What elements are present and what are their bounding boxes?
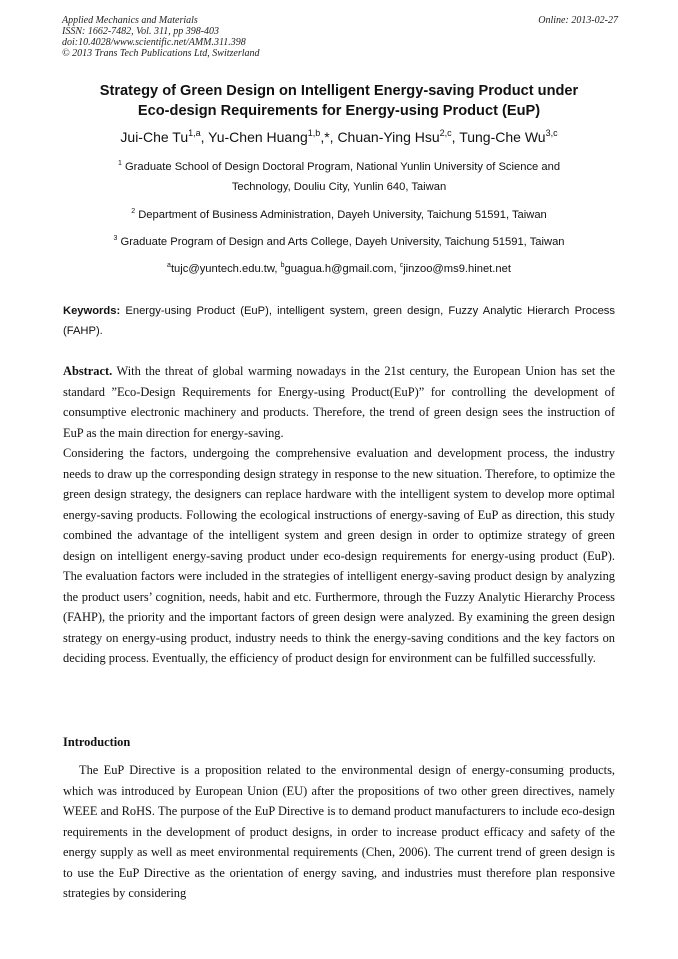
- affiliation-text-cont: Technology, Douliu City, Yunlin 640, Taiwan: [231, 181, 447, 193]
- doi-line: doi:10.4028/www.scientific.net/AMM.311.398: [62, 37, 246, 48]
- author-name: Jui-Che Tu: [120, 129, 189, 145]
- keywords-label: Keywords:: [63, 305, 121, 317]
- affiliation-text: Graduate Program of Design and Arts College, Dayeh University, Taichung 51591, Taiwan: [120, 236, 565, 248]
- keywords-text: Energy-using Product (EuP), intelligent system, green design, Fuzzy Analytic Hierarch Process (FAHP).: [63, 305, 615, 337]
- journal-header: [62, 15, 618, 59]
- email-mark: a: [167, 262, 171, 269]
- affiliation-text: Department of Business Administration, Dayeh University, Taichung 51591, Taiwan: [138, 209, 547, 221]
- title-line-2: Eco-design Requirements for Energy-using Product (EuP): [137, 103, 541, 119]
- introduction-body: [63, 760, 615, 904]
- affiliation-2: [40, 205, 638, 225]
- affiliation-number: 1: [117, 160, 122, 167]
- author-separator: ,: [451, 129, 460, 145]
- author-name: Tung-Che Wu: [459, 129, 546, 145]
- keywords: [63, 301, 615, 341]
- email-mark: c: [399, 262, 404, 269]
- email-address[interactable]: jinzoo@ms9.hinet.net: [403, 263, 511, 275]
- author-affiliation-mark: 1,b: [307, 128, 321, 138]
- section-heading-introduction: Introduction: [63, 735, 131, 749]
- email-address[interactable]: tujc@yuntech.edu.tw,: [170, 263, 281, 275]
- journal-name: Applied Mechanics and Materials: [62, 15, 198, 26]
- paper-title: [40, 81, 638, 121]
- email-address[interactable]: guagua.h@gmail.com,: [284, 263, 400, 275]
- abstract-paragraph: [63, 361, 615, 443]
- author-separator: ,: [200, 129, 209, 145]
- affiliation-3: [40, 232, 638, 252]
- introduction-paragraph: The EuP Directive is a proposition related to the environmental design of energy-consuming products, which was introduced by European Union (EU) after the propositions of two other green directives, namely WEEE and RoHS. The purpose of the EuP Directive is to demand product manufacturers to include eco-design requirements in the development of product designs, in order to increase product efficacy and safety of the energy supply as well as meet environmental requirements (Chen, 2006). The current trend of green design is to use the EuP Directive as the orientation of energy saving, and industries must therefore plan responsive strategies by considering: [63, 763, 615, 900]
- author-affiliation-mark: 3,c: [545, 128, 558, 138]
- author-affiliation-mark: 2,c: [439, 128, 452, 138]
- online-date: Online: 2013-02-27: [538, 15, 618, 26]
- author-separator: ,*,: [320, 129, 338, 145]
- affiliation-1: [40, 157, 638, 197]
- abstract-paragraph: Considering the factors, undergoing the comprehensive evaluation and development process, the industry needs to draw up the corresponding design strategy in response to the new situation. Therefore, to optimize the green design strategy, the designers can replace hardware with the intelligent system to develop more optimal energy-saving products. Following the ecological instructions of energy-saving of EuP as direction, this study combined the advantage of the intelligent system and green design in order to optimize strategy of green design on intelligent energy-saving product under eco-design requirements for energy-using product (EuP). The evaluation factors were included in the strategies of intelligent energy-saving product design by analyzing the product users’ cognition, needs, habit and etc. Furthermore, through the Fuzzy Analytic Hierarchy Process (FAHP), the priority and the important factors of green design were analyzed. By examining the green design strategy on energy-using product, industry needs to think the energy-saving conditions and the key factors on deciding process. Eventually, the efficiency of product design for environment can be fulfilled successfully.: [63, 446, 615, 665]
- author-affiliation-mark: 1,a: [188, 128, 201, 138]
- affiliation-number: 2: [131, 208, 136, 215]
- issn-line: ISSN: 1662-7482, Vol. 311, pp 398-403: [62, 26, 220, 37]
- author-name: Yu-Chen Huang: [208, 129, 308, 145]
- author-list: [20, 127, 658, 147]
- affiliation-number: 3: [113, 235, 118, 242]
- title-line-1: Strategy of Green Design on Intelligent Energy-saving Product under: [99, 83, 579, 99]
- author-name: Chuan-Ying Hsu: [337, 129, 440, 145]
- abstract-label: Abstract.: [63, 364, 113, 378]
- affiliation-text: Graduate School of Design Doctoral Program, National Yunlin University of Science and: [124, 161, 561, 173]
- copyright-line: © 2013 Trans Tech Publications Ltd, Switzerland: [62, 48, 260, 59]
- email-list: [40, 259, 638, 279]
- abstract-text: With the threat of global warming nowadays in the 21st century, the European Union has set the standard ”Eco-Design Requirements for Energy-using Product(EuP)” for controlling the development of consumptive electronic machinery and products. Therefore, the trend of green design sees the instruction of EuP as the main direction for energy-saving.: [63, 364, 615, 440]
- email-mark: b: [280, 262, 285, 269]
- abstract: [63, 361, 615, 669]
